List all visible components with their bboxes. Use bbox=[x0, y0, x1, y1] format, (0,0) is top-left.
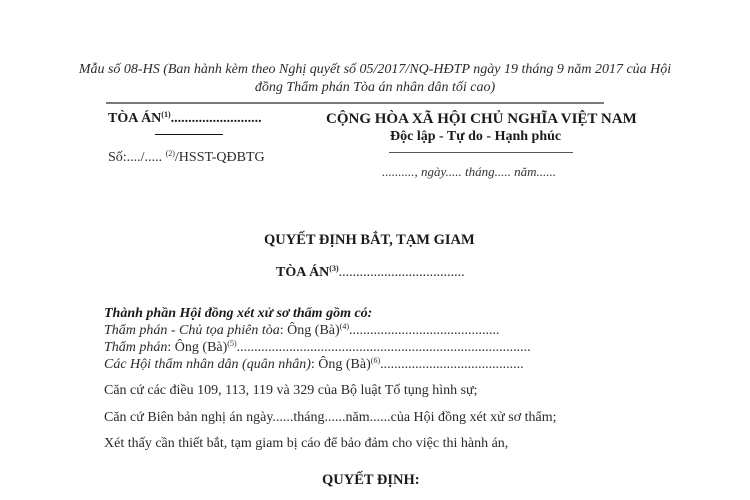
court-name-blank: .......................... bbox=[170, 111, 262, 126]
deliberation-basis-line: Căn cứ Biên bản nghị án ngày......tháng......năm......của Hội đồng xét xử sơ thẩm; bbox=[104, 410, 557, 425]
issuing-court bbox=[108, 111, 262, 127]
court-underline bbox=[155, 134, 223, 135]
place-date-line: .........., ngày..... tháng..... năm...... bbox=[382, 164, 557, 179]
footnote-ref-2: (2) bbox=[165, 149, 175, 158]
member-name-blank: .................................................................................... bbox=[236, 340, 531, 355]
reasoning-line: Xét thấy cần thiết bắt, tạm giam bị cáo để bảo đảm cho việc thi hành án, bbox=[104, 436, 509, 451]
member-role: Thẩm phán - Chủ tọa phiên tòa bbox=[104, 323, 280, 338]
panel-member-presiding-judge bbox=[104, 323, 500, 339]
form-header-note bbox=[40, 61, 710, 97]
court-name-blank: .................................... bbox=[338, 265, 465, 280]
footnote-ref-4: (4) bbox=[339, 322, 349, 331]
deciding-court bbox=[276, 265, 465, 281]
member-name-blank: ........................................... bbox=[349, 323, 500, 338]
document-number bbox=[108, 150, 265, 166]
member-name-label: : Ông (Bà) bbox=[279, 323, 340, 338]
footnote-ref-3: (3) bbox=[329, 264, 339, 273]
panel-heading: Thành phần Hội đồng xét xử sơ thẩm gồm có: bbox=[104, 306, 373, 321]
member-name-label: : Ông (Bà) bbox=[310, 357, 371, 372]
decision-heading: QUYẾT ĐỊNH: bbox=[322, 472, 420, 488]
footnote-ref-6: (6) bbox=[370, 356, 381, 365]
panel-member-judge bbox=[104, 340, 531, 356]
court-label: TÒA ÁN bbox=[276, 265, 330, 280]
member-name-label: : Ông (Bà) bbox=[167, 340, 228, 355]
header-note-line-2: đồng Thẩm phán Tòa án nhân dân tối cao) bbox=[254, 80, 496, 95]
number-suffix: /HSST-QĐBTG bbox=[174, 150, 265, 165]
national-motto: Độc lập - Tự do - Hạnh phúc bbox=[390, 129, 562, 144]
footnote-ref-5: (5) bbox=[227, 339, 237, 348]
court-label: TÒA ÁN bbox=[108, 111, 162, 126]
member-role: Các Hội thẩm nhân dân (quân nhân) bbox=[104, 357, 311, 372]
header-divider bbox=[106, 102, 604, 104]
number-prefix: Số:..../..... bbox=[108, 150, 163, 165]
motto-underline bbox=[389, 152, 573, 153]
panel-member-assessors bbox=[104, 357, 524, 373]
member-name-blank: ......................................... bbox=[380, 357, 524, 372]
national-title: CỘNG HÒA XÃ HỘI CHỦ NGHĨA VIỆT NAM bbox=[326, 111, 637, 127]
header-note-line-1: Mẫu số 08-HS (Ban hành kèm theo Nghị quyết số 05/2017/NQ-HĐTP ngày 19 tháng 9 năm 2017 của Hội bbox=[78, 62, 672, 77]
document-title: QUYẾT ĐỊNH BẮT, TẠM GIAM bbox=[264, 232, 475, 248]
footnote-ref-1: (1) bbox=[161, 110, 171, 119]
member-role: Thẩm phán bbox=[104, 340, 168, 355]
legal-basis-line: Căn cứ các điều 109, 113, 119 và 329 của Bộ luật Tố tụng hình sự; bbox=[104, 383, 478, 398]
